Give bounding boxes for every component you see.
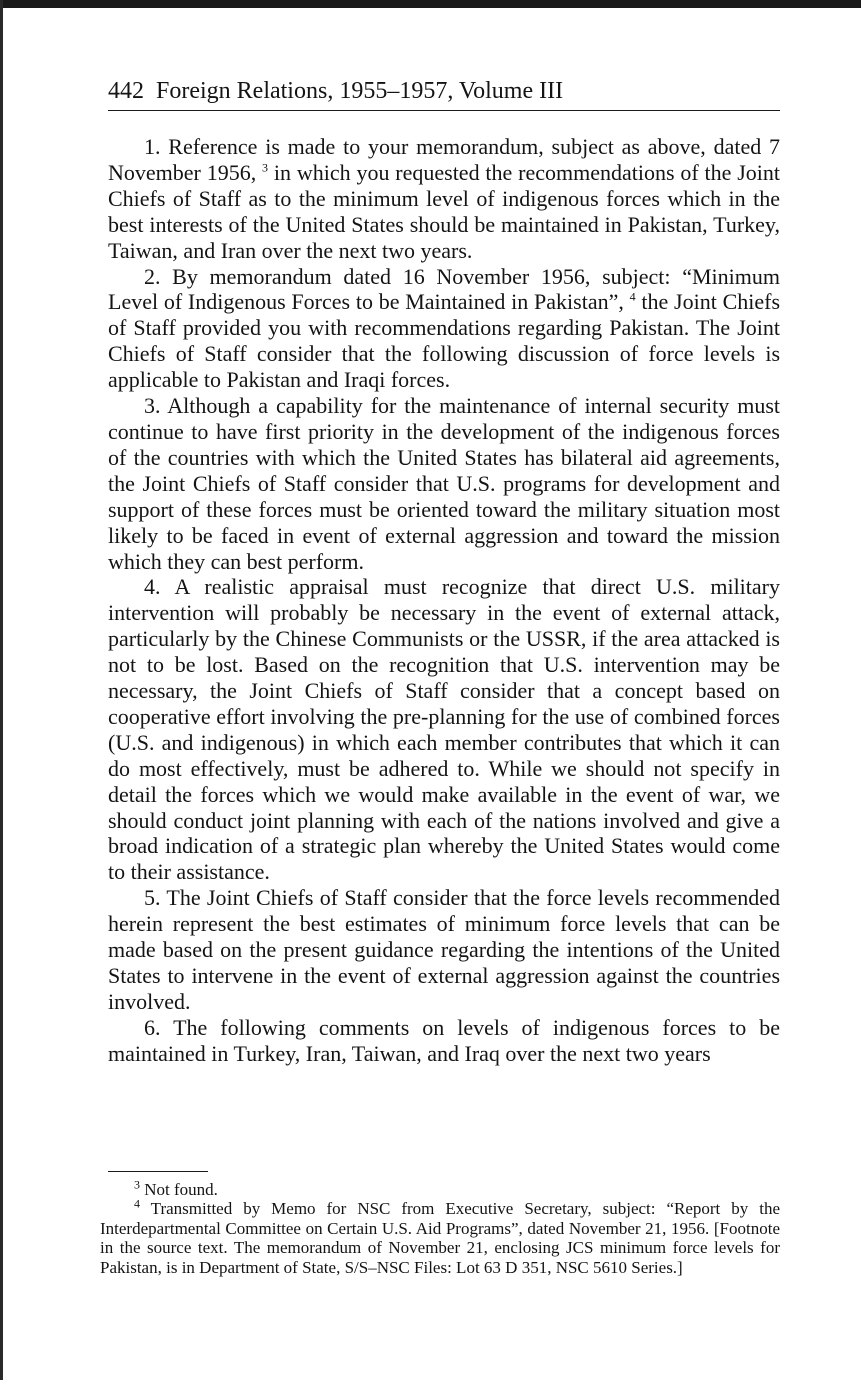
footnote-ref-3: 3	[262, 160, 269, 175]
paragraph-1-text: 1. Reference is made to your memorandum, subject as above, dated 7 November 1956,	[108, 134, 780, 185]
paragraph-2	[108, 264, 780, 394]
paragraph-1	[108, 134, 780, 264]
footnote-4-text: Transmitted by Memo for NSC from Executive Secretary, subject: “Report by the Interdepartmental Committee on Certain U.S. Aid Programs”, dated November 21, 1956. [Footnote in the source text. The memorandum of November 21, enclosing JCS minimum force levels for Pakistan, is in Department of State, S/S–NSC Files: Lot 63 D 351, NSC 5610 Series.]	[100, 1199, 780, 1277]
footnote-3	[100, 1177, 780, 1199]
paragraph-2-text: 2. By memorandum dated 16 November 1956, subject: “Minimum Level of Indigenous Forces to be Maintained in Pakistan”,	[108, 263, 780, 315]
footnote-4	[100, 1196, 780, 1277]
paragraph-3: 3. Although a capability for the maintenance of internal security must continue to have first priority in the development of the indigenous forces of the countries with which the United States has bilateral aid agreements, the Joint Chiefs of Staff consider that U.S. programs for development and support of these forces must be oriented toward the military situation most likely to be faced in event of external aggression and toward the mission which they can best perform.	[108, 393, 780, 574]
footnote-divider	[108, 1171, 208, 1172]
page-number: 442	[108, 78, 144, 104]
body-text	[108, 134, 780, 1067]
footnotes	[100, 1177, 780, 1277]
scan-border-left	[0, 0, 3, 1380]
scan-border-top	[0, 0, 861, 8]
footnote-ref-4: 4	[629, 290, 636, 305]
paragraph-1-text-cont: in which you requested the recommendations of the Joint Chiefs of Staff as to the minimum level of indigenous forces which in the best interests of the United States should be maintained in Pakistan, Turkey, Taiwan, and Iran over the next two years.	[108, 159, 781, 263]
running-title: Foreign Relations, 1955–1957, Volume III	[156, 78, 564, 104]
paragraph-2-text-cont: the Joint Chiefs of Staff provided you with recommendations regarding Pakistan. The Joint Chiefs of Staff consider that the following discussion of force levels is applicable to Pakistan and Iraqi forces.	[108, 289, 781, 393]
footnote-3-text: Not found.	[144, 1180, 218, 1199]
footnote-4-mark: 4	[134, 1196, 140, 1211]
paragraph-4: 4. A realistic appraisal must recognize that direct U.S. military intervention will probably be necessary in the event of external attack, particularly by the Chinese Communists or the USSR, if the area attacked is not to be lost. Based on the recognition that U.S. intervention may be necessary, the Joint Chiefs of Staff consider that a concept based on cooperative effort involving the pre-planning for the use of combined forces (U.S. and indigenous) in which each member contributes that which it can do most effectively, must be adhered to. While we should not specify in detail the forces which we would make available in the event of war, we should conduct joint planning with each of the nations involved and give a broad indication of a strategic plan whereby the United States would come to their assistance.	[108, 574, 780, 885]
footnote-3-mark: 3	[134, 1177, 140, 1192]
running-header	[108, 76, 780, 111]
paragraph-5: 5. The Joint Chiefs of Staff consider that the force levels recommended herein represent the best estimates of minimum force levels that can be made based on the present guidance regarding the intentions of the United States to intervene in the event of external aggression against the countries involved.	[108, 885, 780, 1014]
paragraph-6: 6. The following comments on levels of indigenous forces to be maintained in Turkey, Iran, Taiwan, and Iraq over the next two years	[108, 1014, 780, 1066]
